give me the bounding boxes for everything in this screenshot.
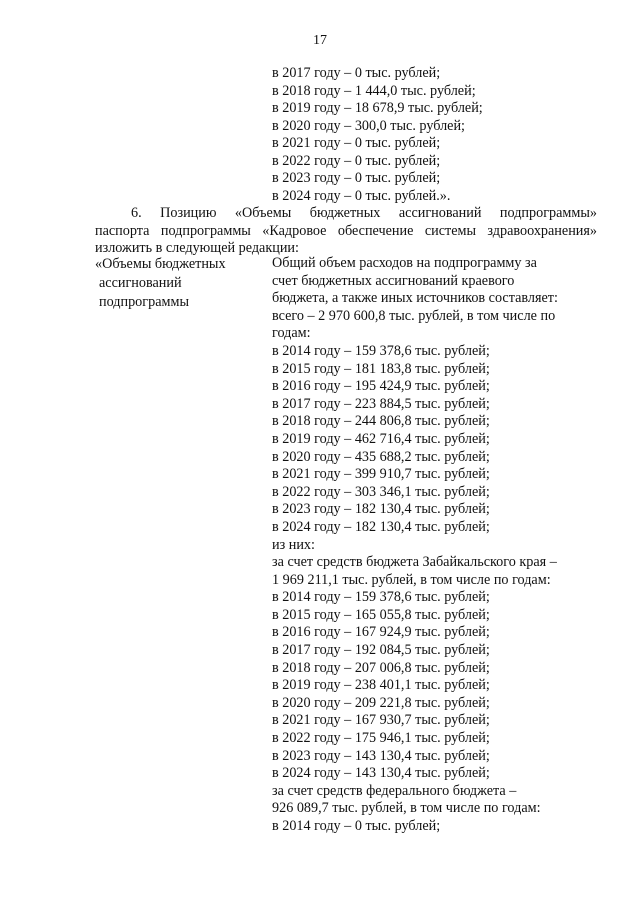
list-item: в 2024 году – 0 тыс. рублей.». — [272, 187, 451, 204]
total-year-item: в 2014 году – 159 378,6 тыс. рублей; — [272, 342, 490, 359]
of-them-label: из них: — [272, 536, 315, 553]
label-line: «Объемы бюджетных — [95, 256, 226, 272]
total-year-item: в 2016 году – 195 424,9 тыс. рублей; — [272, 378, 490, 395]
intro-line: счет бюджетных ассигнований краевого — [272, 272, 515, 289]
regional-year-item: в 2022 году – 175 946,1 тыс. рублей; — [272, 730, 490, 747]
intro-line: бюджета, а также иных источников составляет: — [272, 290, 558, 307]
regional-year-item: в 2024 году – 143 130,4 тыс. рублей; — [272, 765, 490, 782]
intro-line: Общий объем расходов на подпрограмму за — [272, 255, 537, 271]
intro-line: годам: — [272, 325, 311, 342]
total-year-item: в 2022 году – 303 346,1 тыс. рублей; — [272, 483, 490, 500]
list-item: в 2019 году – 18 678,9 тыс. рублей; — [272, 100, 483, 116]
regional-year-item: в 2023 году – 143 130,4 тыс. рублей; — [272, 747, 490, 764]
total-year-item: в 2020 году – 435 688,2 тыс. рублей; — [272, 448, 490, 465]
regional-year-item: в 2020 году – 209 221,8 тыс. рублей; — [272, 694, 490, 711]
total-year-item: в 2021 году – 399 910,7 тыс. рублей; — [272, 466, 490, 483]
regional-year-item: в 2014 году – 159 378,6 тыс. рублей; — [272, 589, 490, 606]
position-value — [272, 255, 602, 836]
label-line: подпрограммы — [99, 294, 189, 310]
top-year-list — [272, 65, 483, 205]
total-year-item: в 2015 году – 181 183,8 тыс. рублей; — [272, 360, 490, 377]
regional-year-item: в 2018 году – 207 006,8 тыс. рублей; — [272, 659, 490, 676]
total-year-item: в 2024 году – 182 130,4 тыс. рублей; — [272, 518, 490, 535]
position-label — [95, 255, 265, 312]
regional-year-item: в 2017 году – 192 084,5 тыс. рублей; — [272, 642, 490, 659]
federal-year-item: в 2014 году – 0 тыс. рублей; — [272, 818, 441, 834]
list-item: в 2022 году – 0 тыс. рублей; — [272, 152, 441, 169]
federal-line: за счет средств федерального бюджета – — [272, 782, 517, 799]
regional-line: за счет средств бюджета Забайкальского края – — [272, 554, 557, 571]
list-item: в 2021 году – 0 тыс. рублей; — [272, 135, 441, 151]
regional-year-item: в 2016 году – 167 924,9 тыс. рублей; — [272, 624, 490, 641]
total-year-item: в 2018 году – 244 806,8 тыс. рублей; — [272, 413, 490, 430]
total-year-item: в 2019 году – 462 716,4 тыс. рублей; — [272, 430, 490, 447]
intro-line: всего – 2 970 600,8 тыс. рублей, в том числе по — [272, 307, 556, 324]
paragraph-line: паспорта подпрограммы «Кадровое обеспечение системы здравоохранения» — [95, 222, 597, 239]
list-item: в 2017 году – 0 тыс. рублей; — [272, 65, 441, 81]
paragraph-line: 6. Позицию «Объемы бюджетных ассигнований подпрограммы» — [131, 205, 597, 221]
regional-year-item: в 2021 году – 167 930,7 тыс. рублей; — [272, 712, 490, 729]
paragraph-line: изложить в следующей редакции: — [95, 240, 299, 256]
page-number: 17 — [313, 33, 327, 48]
total-year-item: в 2023 году – 182 130,4 тыс. рублей; — [272, 501, 490, 518]
regional-line: 1 969 211,1 тыс. рублей, в том числе по годам: — [272, 571, 551, 588]
list-item: в 2023 году – 0 тыс. рублей; — [272, 170, 441, 186]
regional-year-item: в 2019 году – 238 401,1 тыс. рублей; — [272, 677, 490, 694]
federal-line: 926 089,7 тыс. рублей, в том числе по годам: — [272, 800, 541, 817]
total-year-item: в 2017 году – 223 884,5 тыс. рублей; — [272, 395, 490, 412]
amendment-paragraph — [95, 205, 597, 258]
list-item: в 2018 году – 1 444,0 тыс. рублей; — [272, 82, 476, 99]
list-item: в 2020 году – 300,0 тыс. рублей; — [272, 117, 465, 134]
label-line: ассигнований — [99, 275, 182, 291]
regional-year-item: в 2015 году – 165 055,8 тыс. рублей; — [272, 606, 490, 623]
